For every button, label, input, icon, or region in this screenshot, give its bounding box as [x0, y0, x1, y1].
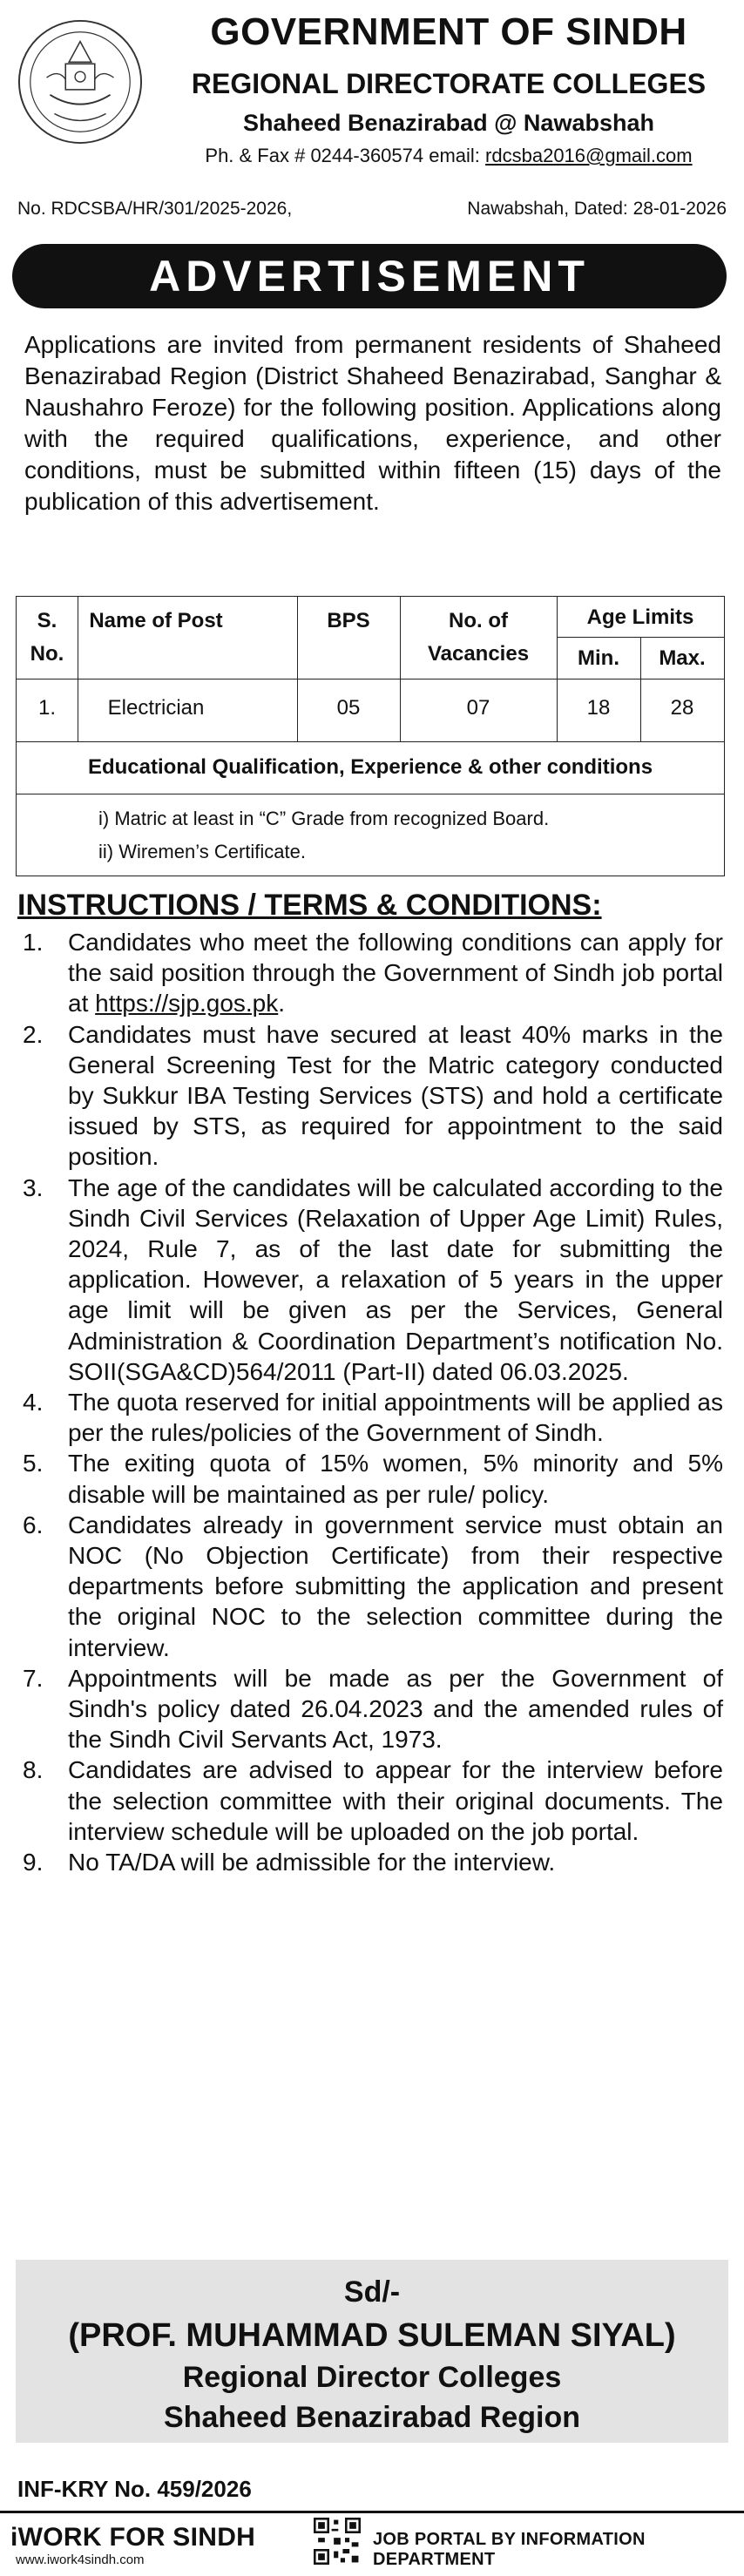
item-text: Candidates must have secured at least 40% marks in the General Screening Test for the Matric category conducted by Sukkur IBA Testing Services (STS) and hold a certificate issued by STS, as required for appointment to the said position.	[68, 1020, 723, 1171]
item-number: 1.	[23, 929, 44, 956]
td-sno: 1.	[37, 696, 56, 720]
signatory-designation: Regional Director Colleges	[182, 2361, 562, 2394]
item-text: Candidates already in government service must obtain an NOC (No Objection Certificate) from their respective departments before submitting the application and present the original NOC to the selection committee during the interview.	[68, 1511, 723, 1661]
signature-sd: Sd/-	[343, 2275, 401, 2309]
vacancy-table	[16, 596, 725, 876]
footer-brand-logo: iWORK FOR SINDH	[10, 2523, 256, 2552]
td-age-max: 28	[670, 696, 694, 720]
item-number: 6.	[23, 1511, 44, 1538]
item-text: Candidates who meet the following conditions can apply for the said position through the Government of Sindh job portal at	[68, 929, 723, 1018]
reference-number: No. RDCSBA/HR/301/2025-2026,	[17, 199, 293, 219]
qr-code-icon	[314, 2518, 361, 2565]
job-portal-link[interactable]: https://sjp.gos.pk	[95, 990, 279, 1018]
item-text: No TA/DA will be admissible for the interview.	[68, 1849, 556, 1876]
list-item	[17, 1663, 723, 1755]
instructions-list	[17, 927, 723, 1877]
intro-paragraph: Applications are invited from permanent residents of Shaheed Benazirabad Region (District Shaheed Benazirabad, Sanghar & Naushahro Feroze) for the following position. Applications along with the required qualifications, experience, and other conditions, must be submitted within fifteen (15) days of the publication of this advertisement.	[24, 331, 721, 515]
th-sno-line2: No.	[30, 642, 64, 666]
item-number: 9.	[23, 1849, 44, 1876]
item-tail: .	[278, 990, 286, 1018]
item-number: 2.	[23, 1020, 44, 1048]
item-number: 3.	[23, 1173, 44, 1201]
contact-email-link[interactable]: rdcsba2016@gmail.com	[485, 145, 693, 166]
reference-date: Nawabshah, Dated: 28-01-2026	[467, 199, 727, 219]
list-item	[17, 1019, 723, 1173]
inf-number: INF-KRY No. 459/2026	[17, 2476, 252, 2502]
qualification-item: i) Matric at least in “C” Grade from recognized Board.	[98, 808, 550, 829]
th-vacancies-line2: Vacancies	[427, 642, 530, 666]
td-post: Electrician	[107, 696, 205, 720]
item-number: 5.	[23, 1450, 44, 1477]
list-item	[17, 1755, 723, 1847]
item-text: The exiting quota of 15% women, 5% minority and 5% disable will be maintained as per rule/ policy.	[68, 1450, 723, 1508]
list-item	[17, 927, 723, 1019]
list-item	[17, 1847, 723, 1877]
signatory-region: Shaheed Benazirabad Region	[164, 2401, 580, 2434]
advertisement-banner	[12, 244, 727, 308]
header-government-title: GOVERNMENT OF SINDH	[210, 10, 687, 53]
td-age-min: 18	[586, 696, 611, 720]
item-text: The age of the candidates will be calculated according to the Sindh Civil Services (Relaxation of Upper Age Limit) Rules, 2024, Rule 7, as of the last date for submitting the application. However, a relaxation of 5 years in the upper age limit will be given as per the Services, General Administration & Coordination Department’s notification No. SOII(SGA&CD)564/2011 (Part-II) dated 06.03.2025.	[68, 1173, 723, 1385]
item-text: Appointments will be made as per the Government of Sindh's policy dated 26.04.2023 and the amended rules of the Sindh Civil Servants Act, 1973.	[68, 1664, 723, 1754]
footer-brand-url[interactable]: www.iwork4sindh.com	[16, 2552, 145, 2567]
contact-phone-fax: Ph. & Fax # 0244-360574 email:	[205, 145, 486, 166]
th-age-min: Min.	[578, 646, 619, 670]
th-vacancies-line1: No. of	[449, 609, 508, 632]
item-number: 4.	[23, 1389, 44, 1416]
th-age-max: Max.	[659, 646, 706, 670]
list-item	[17, 1448, 723, 1509]
item-number: 8.	[23, 1756, 44, 1784]
signatory-name: (PROF. MUHAMMAD SULEMAN SIYAL)	[68, 2317, 676, 2354]
td-vacancies: 07	[466, 696, 490, 720]
list-item	[17, 1173, 723, 1387]
list-item	[17, 1510, 723, 1663]
th-sno-line1: S.	[37, 609, 57, 632]
qualification-item: ii) Wiremen’s Certificate.	[98, 841, 306, 862]
qualification-heading: Educational Qualification, Experience & other conditions	[87, 755, 653, 779]
item-text: Candidates are advised to appear for the interview before the selection committee with their original documents. The interview schedule will be uploaded on the job portal.	[68, 1756, 723, 1845]
th-age-limits: Age Limits	[586, 605, 694, 629]
footer-portal-text: JOB PORTAL BY INFORMATION DEPARTMENT	[373, 2530, 646, 2569]
item-number: 7.	[23, 1664, 44, 1692]
government-seal-emblem	[16, 17, 145, 146]
instructions-title: INSTRUCTIONS / TERMS & CONDITIONS:	[17, 889, 602, 922]
th-post: Name of Post	[89, 609, 223, 632]
advertisement-label: ADVERTISEMENT	[149, 252, 590, 301]
header-contact	[166, 145, 732, 167]
list-item	[17, 1387, 723, 1448]
header-directorate-title: REGIONAL DIRECTORATE COLLEGES	[191, 68, 707, 99]
td-bps: 05	[336, 696, 361, 720]
th-bps: BPS	[327, 609, 370, 632]
table-rule	[17, 741, 724, 742]
header-location: Shaheed Benazirabad @ Nawabshah	[243, 110, 654, 136]
item-text: The quota reserved for initial appointments will be applied as per the rules/policies of the Government of Sindh.	[68, 1389, 723, 1447]
